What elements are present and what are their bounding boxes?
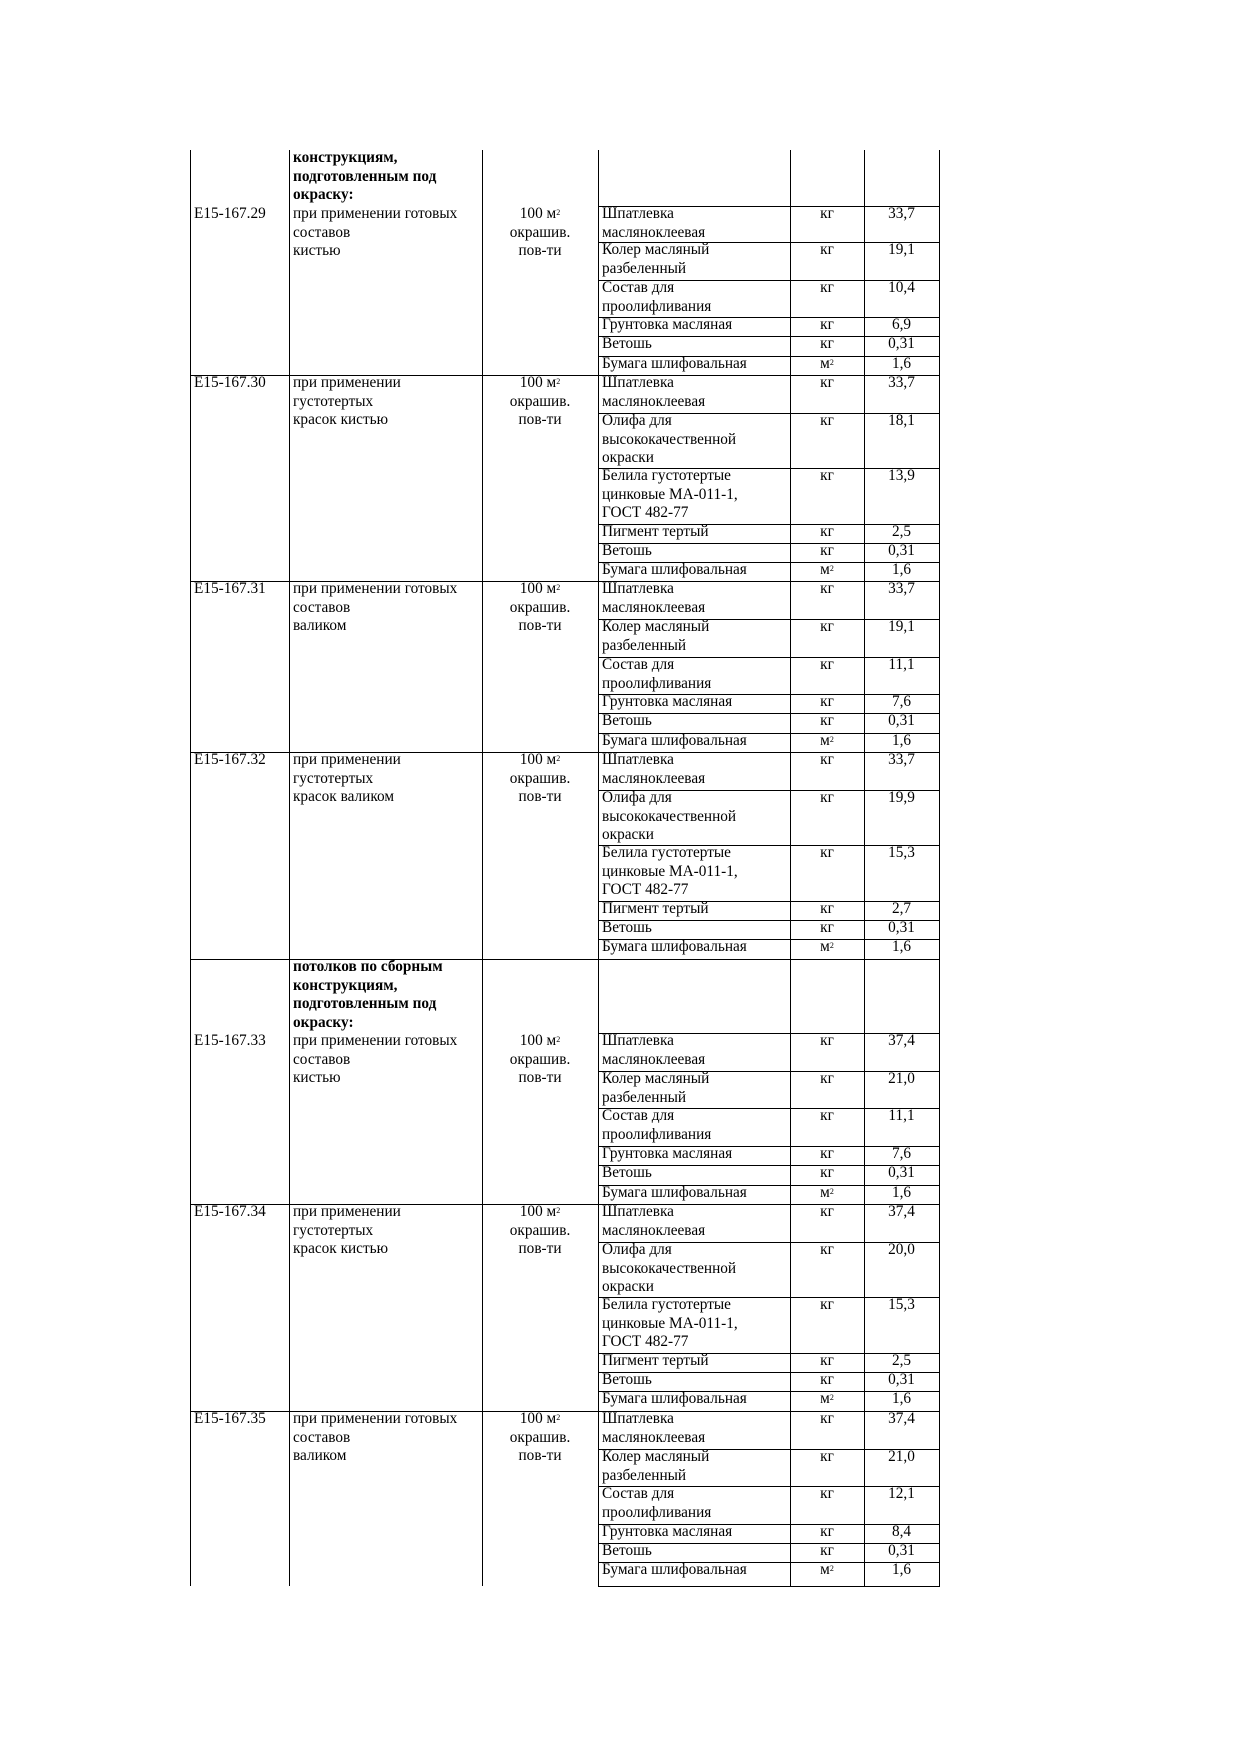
material-unit-text: м: [820, 561, 830, 578]
item-description: при применении готовых: [293, 1032, 458, 1049]
material-unit-sup: 2: [829, 941, 834, 950]
material-unit: кг: [820, 1164, 834, 1181]
material-quantity: 37,4: [888, 1032, 915, 1049]
material-unit: кг: [820, 618, 834, 635]
item-description: составов: [293, 223, 351, 241]
measure-unit: окрашив.: [509, 769, 571, 787]
material-quantity: 1,6: [891, 355, 912, 372]
measure-unit: [483, 374, 597, 393]
material-name: Бумага шлифовальная: [602, 1561, 747, 1578]
item-description: составов: [293, 1050, 351, 1068]
material-quantity: 19,1: [888, 241, 915, 258]
group-heading: подготовленным под: [293, 167, 437, 185]
measure-unit-text: 100 м: [519, 1410, 557, 1427]
material-quantity: 18,1: [888, 412, 915, 429]
material-quantity: 0,31: [888, 1371, 915, 1388]
material-name: масляноклеевая: [602, 598, 706, 616]
material-quantity: 19,1: [888, 618, 915, 635]
measure-unit: [483, 580, 597, 599]
material-quantity: 33,7: [888, 205, 915, 222]
material-name: высококачественной: [602, 1259, 737, 1277]
measure-unit-sup: 2: [556, 583, 561, 592]
item-description: кистью: [293, 1069, 341, 1086]
material-unit-sup: 2: [829, 735, 834, 744]
measure-unit: пов-ти: [518, 788, 562, 805]
measure-unit-sup: 2: [556, 1413, 561, 1422]
material-name: окраски: [602, 449, 654, 466]
item-description: красок кистью: [293, 1240, 389, 1257]
material-unit: кг: [820, 1352, 834, 1369]
column-rule: [598, 150, 599, 1586]
material-name: Пигмент тертый: [602, 1352, 709, 1369]
material-unit-text: м: [820, 1184, 830, 1201]
material-unit-text: м: [820, 355, 830, 372]
material-unit: кг: [820, 1070, 834, 1087]
material-name: проолифливания: [602, 297, 712, 315]
material-unit-text: м: [820, 1390, 830, 1407]
item-description: при применении готовых: [293, 1410, 458, 1427]
item-description: при применении: [293, 751, 401, 768]
material-quantity: 2,5: [891, 1352, 912, 1369]
material-row-rule: [598, 1586, 940, 1587]
material-quantity: 0,31: [888, 1164, 915, 1181]
column-rule: [482, 150, 483, 1586]
material-name: Белила густотертые: [602, 467, 731, 484]
material-name: окраски: [602, 1278, 654, 1295]
material-quantity: 33,7: [888, 374, 915, 391]
material-quantity: 33,7: [888, 751, 915, 768]
material-quantity: 1,6: [891, 1390, 912, 1407]
item-description: при применении: [293, 374, 401, 391]
material-unit-sup: 2: [829, 1187, 834, 1196]
material-name: Шпатлевка: [602, 205, 674, 222]
material-quantity: 33,7: [888, 580, 915, 597]
item-description: красок кистью: [293, 411, 389, 428]
column-rule: [289, 150, 290, 1586]
measure-unit-sup: 2: [556, 754, 561, 763]
item-code: Е15-167.30: [194, 374, 266, 391]
material-unit: кг: [820, 656, 834, 673]
material-unit: кг: [820, 205, 834, 222]
material-name: цинковые МА-011-1,: [602, 1314, 738, 1332]
material-name: Шпатлевка: [602, 1203, 674, 1220]
material-quantity: 0,31: [888, 1542, 915, 1559]
material-name: ГОСТ 482-77: [602, 881, 689, 898]
column-rule: [939, 150, 940, 1586]
item-description: при применении: [293, 1203, 401, 1220]
material-name: Грунтовка масляная: [602, 1145, 733, 1162]
measure-unit-text: 100 м: [519, 374, 557, 391]
material-name: масляноклеевая: [602, 392, 706, 410]
material-name: Ветошь: [602, 542, 652, 559]
measure-unit-text: 100 м: [519, 1032, 557, 1049]
material-name: проолифливания: [602, 1503, 712, 1521]
material-unit: [791, 561, 863, 580]
material-unit: кг: [820, 335, 834, 352]
material-unit: кг: [820, 1107, 834, 1124]
material-name: Грунтовка масляная: [602, 693, 733, 710]
material-unit: кг: [820, 1241, 834, 1258]
material-name: Состав для: [602, 1107, 675, 1124]
material-quantity: 13,9: [888, 467, 915, 484]
material-name: Олифа для: [602, 1241, 672, 1258]
material-name: Ветошь: [602, 1542, 652, 1559]
material-quantity: 21,0: [888, 1070, 915, 1087]
material-unit: [791, 1390, 863, 1409]
column-rule: [190, 150, 191, 1586]
material-name: проолифливания: [602, 674, 712, 692]
material-unit: кг: [820, 467, 834, 484]
material-quantity: 1,6: [891, 938, 912, 955]
material-unit: кг: [820, 1296, 834, 1313]
measure-unit-sup: 2: [556, 377, 561, 386]
material-unit-sup: 2: [829, 564, 834, 573]
measure-unit: пов-ти: [518, 242, 562, 259]
material-quantity: 0,31: [888, 335, 915, 352]
material-unit: кг: [820, 1203, 834, 1220]
group-heading: подготовленным под: [293, 995, 437, 1012]
material-name: Колер масляный: [602, 1448, 710, 1465]
material-quantity: 37,4: [888, 1410, 915, 1427]
material-unit: кг: [820, 789, 834, 806]
material-name: Белила густотертые: [602, 1296, 731, 1313]
measure-unit: пов-ти: [518, 1240, 562, 1257]
material-name: разбеленный: [602, 1466, 687, 1484]
material-name: Бумага шлифовальная: [602, 732, 747, 749]
material-unit: [791, 1184, 863, 1203]
material-quantity: 21,0: [888, 1448, 915, 1465]
material-unit: кг: [820, 919, 834, 936]
material-unit: кг: [820, 1371, 834, 1388]
material-unit: кг: [820, 374, 834, 391]
measure-unit: окрашив.: [509, 598, 571, 616]
item-description: красок валиком: [293, 788, 395, 805]
material-unit: кг: [820, 1523, 834, 1540]
material-unit: кг: [820, 900, 834, 917]
material-name: Шпатлевка: [602, 751, 674, 768]
material-name: масляноклеевая: [602, 1221, 706, 1239]
group-heading: окраску:: [293, 1013, 354, 1031]
material-quantity: 6,9: [891, 316, 912, 333]
material-quantity: 11,1: [888, 1107, 915, 1124]
material-name: Пигмент тертый: [602, 523, 709, 540]
measure-unit: [483, 1410, 597, 1429]
material-quantity: 19,9: [888, 789, 915, 806]
material-name: Грунтовка масляная: [602, 1523, 733, 1540]
material-name: Ветошь: [602, 919, 652, 936]
material-name: Бумага шлифовальная: [602, 355, 747, 372]
material-unit: кг: [820, 1542, 834, 1559]
material-unit: кг: [820, 1485, 834, 1502]
measure-unit-sup: 2: [556, 208, 561, 217]
material-name: Пигмент тертый: [602, 900, 709, 917]
material-quantity: 0,31: [888, 542, 915, 559]
material-unit: кг: [820, 1145, 834, 1162]
material-name: Состав для: [602, 279, 675, 296]
material-quantity: 15,3: [888, 1296, 915, 1313]
material-name: разбеленный: [602, 1088, 687, 1106]
material-quantity: 11,1: [888, 656, 915, 673]
material-name: Олифа для: [602, 789, 672, 806]
material-unit-sup: 2: [829, 1564, 834, 1573]
material-unit: кг: [820, 241, 834, 258]
material-unit: кг: [820, 693, 834, 710]
material-unit-text: м: [820, 1561, 830, 1578]
material-unit-sup: 2: [829, 358, 834, 367]
material-name: Шпатлевка: [602, 1410, 674, 1427]
item-code: Е15-167.35: [194, 1410, 266, 1427]
group-heading: окраску:: [293, 186, 354, 203]
measure-unit: [483, 751, 597, 770]
material-quantity: 0,31: [888, 712, 915, 729]
material-quantity: 10,4: [888, 279, 915, 296]
material-name: Колер масляный: [602, 1070, 710, 1087]
item-description: при применении готовых: [293, 580, 458, 597]
measure-unit-sup: 2: [556, 1035, 561, 1044]
material-name: масляноклеевая: [602, 223, 706, 241]
measure-unit: пов-ти: [518, 617, 562, 634]
material-unit: [791, 732, 863, 751]
material-name: цинковые МА-011-1,: [602, 485, 738, 503]
material-name: Ветошь: [602, 1371, 652, 1388]
material-quantity: 8,4: [891, 1523, 912, 1540]
material-unit-sup: 2: [829, 1393, 834, 1402]
material-name: Ветошь: [602, 1164, 652, 1181]
measure-unit-text: 100 м: [519, 1203, 557, 1220]
measure-unit: окрашив.: [509, 1428, 571, 1446]
material-name: ГОСТ 482-77: [602, 1333, 689, 1350]
material-unit: кг: [820, 316, 834, 333]
material-quantity: 20,0: [888, 1241, 915, 1258]
measure-unit: пов-ти: [518, 1447, 562, 1464]
material-name: масляноклеевая: [602, 1428, 706, 1446]
material-name: проолифливания: [602, 1125, 712, 1143]
material-unit: кг: [820, 1448, 834, 1465]
measure-unit: окрашив.: [509, 223, 571, 241]
material-unit: кг: [820, 580, 834, 597]
group-heading: конструкциям,: [293, 149, 398, 166]
material-unit: кг: [820, 1032, 834, 1049]
material-name: цинковые МА-011-1,: [602, 862, 738, 880]
measure-unit-sup: 2: [556, 1206, 561, 1215]
material-name: высококачественной: [602, 430, 737, 448]
measure-unit-text: 100 м: [519, 205, 557, 222]
material-quantity: 0,31: [888, 919, 915, 936]
measure-unit: [483, 1203, 597, 1222]
item-description: кистью: [293, 242, 341, 259]
material-name: разбеленный: [602, 259, 687, 277]
measure-unit: пов-ти: [518, 1069, 562, 1086]
item-description: при применении готовых: [293, 205, 458, 222]
material-quantity: 2,5: [891, 523, 912, 540]
material-name: Бумага шлифовальная: [602, 561, 747, 578]
material-name: Колер масляный: [602, 618, 710, 635]
material-unit: кг: [820, 844, 834, 861]
material-quantity: 37,4: [888, 1203, 915, 1220]
material-name: Шпатлевка: [602, 580, 674, 597]
item-description: валиком: [293, 617, 347, 634]
material-quantity: 12,1: [888, 1485, 915, 1502]
material-quantity: 1,6: [891, 732, 912, 749]
item-description: валиком: [293, 1447, 347, 1464]
material-name: Состав для: [602, 1485, 675, 1502]
item-code: Е15-167.33: [194, 1032, 266, 1049]
measure-unit: окрашив.: [509, 1221, 571, 1239]
item-code: Е15-167.31: [194, 580, 266, 597]
material-name: Колер масляный: [602, 241, 710, 258]
measure-unit: пов-ти: [518, 411, 562, 428]
material-quantity: 7,6: [891, 1145, 912, 1162]
material-name: Шпатлевка: [602, 1032, 674, 1049]
material-unit: кг: [820, 279, 834, 296]
material-name: окраски: [602, 826, 654, 843]
material-name: ГОСТ 482-77: [602, 504, 689, 521]
material-unit-text: м: [820, 732, 830, 749]
measure-unit-text: 100 м: [519, 580, 557, 597]
material-name: Грунтовка масляная: [602, 316, 733, 333]
material-unit: [791, 1561, 863, 1580]
material-name: Состав для: [602, 656, 675, 673]
material-name: Бумага шлифовальная: [602, 1184, 747, 1201]
material-unit: [791, 938, 863, 957]
measure-unit-text: 100 м: [519, 751, 557, 768]
material-unit-text: м: [820, 938, 830, 955]
material-unit: кг: [820, 751, 834, 768]
material-unit: кг: [820, 1410, 834, 1427]
group-heading: конструкциям,: [293, 976, 398, 994]
material-quantity: 7,6: [891, 693, 912, 710]
material-unit: кг: [820, 712, 834, 729]
material-name: Ветошь: [602, 712, 652, 729]
item-code: Е15-167.34: [194, 1203, 266, 1220]
item-description: составов: [293, 598, 351, 616]
group-heading: потолков по сборным: [293, 958, 443, 975]
material-quantity: 15,3: [888, 844, 915, 861]
material-name: Шпатлевка: [602, 374, 674, 391]
measure-unit: [483, 1032, 597, 1051]
measure-unit: [483, 205, 597, 224]
material-quantity: 1,6: [891, 1184, 912, 1201]
material-name: Бумага шлифовальная: [602, 938, 747, 955]
material-unit: кг: [820, 542, 834, 559]
item-description: составов: [293, 1428, 351, 1446]
item-code: Е15-167.32: [194, 751, 266, 768]
item-description: густотертых: [293, 392, 374, 410]
material-quantity: 1,6: [891, 1561, 912, 1578]
material-quantity: 2,7: [891, 900, 912, 917]
material-name: разбеленный: [602, 636, 687, 654]
measure-unit: окрашив.: [509, 392, 571, 410]
measure-unit: окрашив.: [509, 1050, 571, 1068]
material-unit: кг: [820, 412, 834, 429]
material-name: высококачественной: [602, 807, 737, 825]
material-unit: [791, 355, 863, 374]
material-name: масляноклеевая: [602, 1050, 706, 1068]
material-name: масляноклеевая: [602, 769, 706, 787]
material-name: Ветошь: [602, 335, 652, 352]
item-description: густотертых: [293, 769, 374, 787]
material-name: Бумага шлифовальная: [602, 1390, 747, 1407]
item-description: густотертых: [293, 1221, 374, 1239]
item-code: Е15-167.29: [194, 205, 266, 222]
material-name: Белила густотертые: [602, 844, 731, 861]
material-quantity: 1,6: [891, 561, 912, 578]
material-name: Олифа для: [602, 412, 672, 429]
material-unit: кг: [820, 523, 834, 540]
